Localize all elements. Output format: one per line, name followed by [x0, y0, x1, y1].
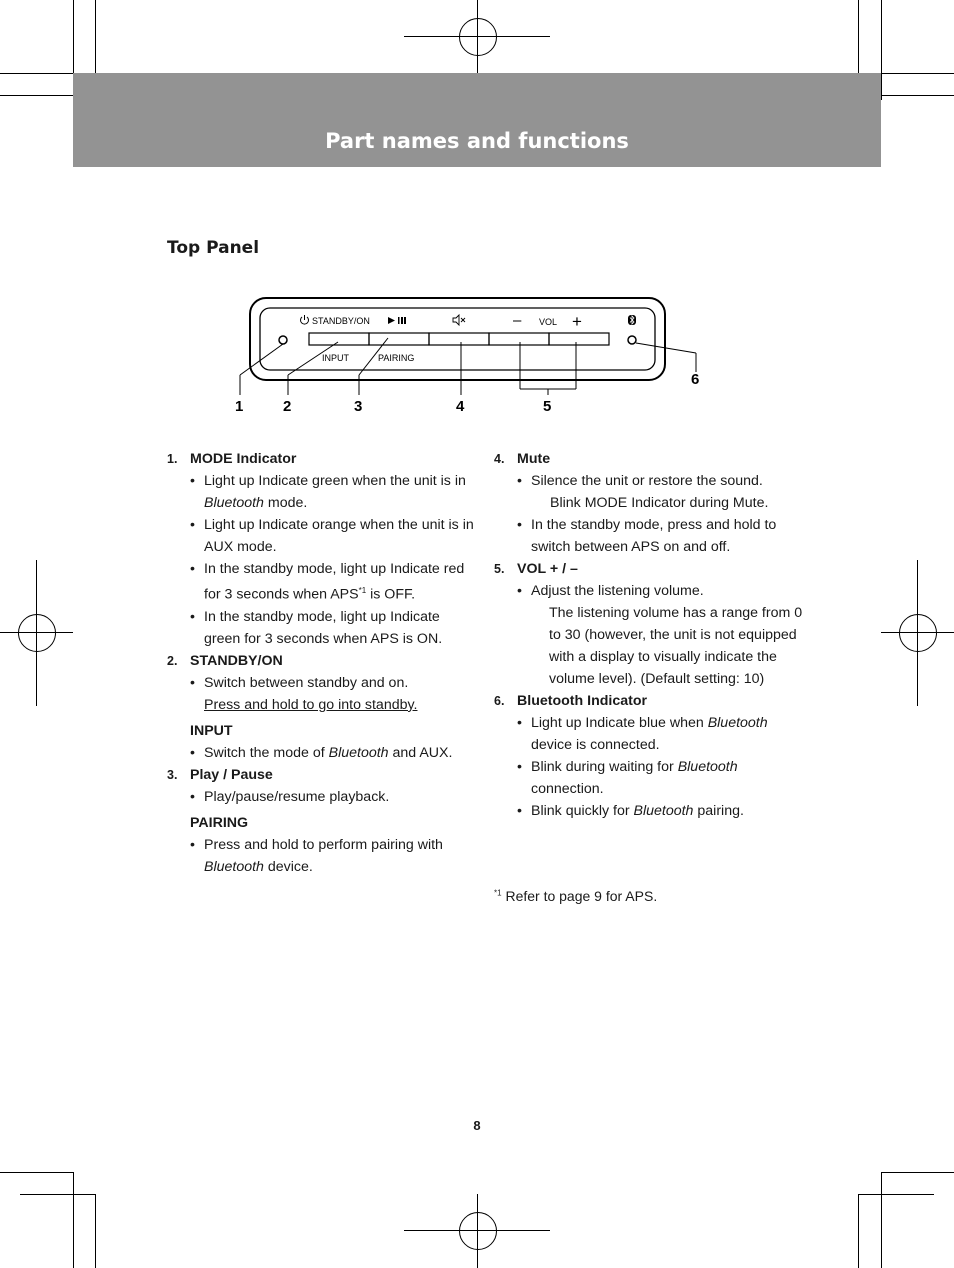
- list-item: • Switch the mode of Bluetooth and AUX.: [190, 742, 477, 764]
- footnote: $^{*1}$ Refer to page 9 for APS.: [494, 888, 658, 904]
- crop-mark: [881, 95, 954, 96]
- callout-6: 6: [691, 371, 700, 388]
- registration-mark-right: [899, 614, 937, 652]
- vol-minus-label: –: [513, 312, 522, 329]
- standby-label: STANDBY/ON: [312, 316, 370, 326]
- list-item: • Light up Indicate blue when Bluetooth device is connected.: [517, 712, 804, 756]
- registration-mark-top: [459, 18, 497, 56]
- item-title: STANDBY/ON: [190, 652, 283, 669]
- page-title: Part names and functions: [325, 129, 629, 153]
- right-column: [494, 448, 804, 822]
- crop-mark: [73, 1172, 74, 1268]
- bluetooth-icon: [628, 315, 636, 325]
- crop-mark: [881, 1172, 882, 1268]
- crop-mark: [858, 1194, 934, 1195]
- list-item: • Blink during waiting for Bluetooth connection.: [517, 756, 804, 800]
- callout-2: 2: [283, 398, 292, 415]
- power-icon: [301, 315, 309, 324]
- input-label: INPUT: [322, 353, 349, 363]
- vol-minus-button: [489, 333, 549, 345]
- vol-label: VOL: [539, 317, 558, 327]
- crop-mark: [95, 1194, 96, 1268]
- list-item: • In the standby mode, light up Indicate green for 3 seconds when APS is ON.: [190, 606, 477, 650]
- vol-plus-button: [549, 333, 609, 345]
- item-mute: [494, 448, 804, 558]
- item-title: Play / Pause: [190, 766, 273, 783]
- item-subtitle-input: INPUT: [190, 722, 233, 739]
- crop-mark: [95, 0, 96, 73]
- crop-mark: [20, 1194, 95, 1195]
- top-panel-diagram: [220, 290, 720, 420]
- crop-mark: [881, 632, 954, 633]
- crop-mark: [917, 560, 918, 706]
- page-number: 8: [473, 1118, 481, 1133]
- item-number: 6.: [494, 694, 505, 708]
- registration-mark-bottom: [459, 1212, 497, 1250]
- vol-plus-label: +: [572, 312, 582, 331]
- play-pause-icon: [388, 317, 406, 324]
- list-item: • Switch between standby and on.: [190, 672, 477, 694]
- panel-outer: [250, 298, 665, 380]
- list-item: • Silence the unit or restore the sound.: [517, 470, 804, 492]
- header-banner: [73, 73, 881, 167]
- item-mode-indicator: [167, 448, 477, 650]
- item-title: Mute: [517, 451, 551, 467]
- list-item: • Adjust the listening volume.: [517, 580, 804, 602]
- list-item: • Light up Indicate green when the unit is in Bluetooth mode.: [190, 470, 477, 514]
- item-number: 5.: [494, 562, 505, 576]
- crop-mark: [0, 632, 73, 633]
- callout-3: 3: [354, 398, 363, 415]
- list-item: • In the standby mode, press and hold to switch between APS on and off.: [517, 514, 804, 558]
- list-item: • Light up Indicate orange when the unit is in AUX mode.: [190, 514, 477, 558]
- list-item: • In the standby mode, light up Indicate red for 3 seconds when APS$^{*1}$ is OFF.: [190, 558, 477, 606]
- crop-mark: [0, 95, 73, 96]
- play-pairing-button: [369, 333, 429, 345]
- crop-mark: [477, 0, 478, 73]
- vol-note: The listening volume has a range from 0 to 30 (however, the unit is not equipped with a display to visually indicate the volume level). (Default setting: 10): [549, 605, 803, 687]
- item-standby: [167, 650, 477, 764]
- crop-mark: [881, 1172, 954, 1173]
- item-bluetooth-indicator: [494, 690, 804, 822]
- item-number: 1.: [167, 452, 178, 466]
- pairing-label: PAIRING: [378, 353, 415, 363]
- section-heading: Top Panel: [167, 238, 260, 258]
- mode-indicator: [279, 336, 287, 344]
- mute-icon: [453, 315, 465, 325]
- item-number: 3.: [167, 767, 178, 782]
- callout-1: 1: [235, 398, 244, 415]
- mute-button: [429, 333, 489, 345]
- item-play-pause: [167, 764, 477, 878]
- crop-mark: [0, 1172, 73, 1173]
- crop-mark: [858, 0, 859, 73]
- item-title: Bluetooth Indicator: [517, 693, 648, 709]
- callout-4: 4: [456, 398, 465, 415]
- item-title: VOL + / –: [517, 561, 578, 577]
- crop-mark: [881, 0, 882, 100]
- callout-5: 5: [543, 398, 552, 415]
- list-item: • Blink quickly for Bluetooth pairing.: [517, 800, 804, 822]
- crop-mark: [36, 560, 37, 706]
- left-column: [167, 448, 477, 878]
- registration-mark-left: [18, 614, 56, 652]
- item-number: 2.: [167, 653, 178, 668]
- crop-mark: [477, 1194, 478, 1268]
- standby-input-button: [309, 333, 369, 345]
- item-subtitle-pairing: PAIRING: [190, 814, 249, 831]
- item-number: 4.: [494, 452, 505, 466]
- standby-note: Press and hold to go into standby.: [204, 696, 418, 713]
- item-title: MODE Indicator: [190, 451, 297, 467]
- list-item: • Play/pause/resume playback.: [190, 786, 477, 808]
- list-item: • Press and hold to perform pairing with Bluetooth device.: [190, 834, 477, 878]
- item-vol: [494, 558, 804, 690]
- bluetooth-indicator: [628, 336, 636, 344]
- mute-note: Blink MODE Indicator during Mute.: [550, 495, 769, 511]
- crop-mark: [858, 1194, 859, 1268]
